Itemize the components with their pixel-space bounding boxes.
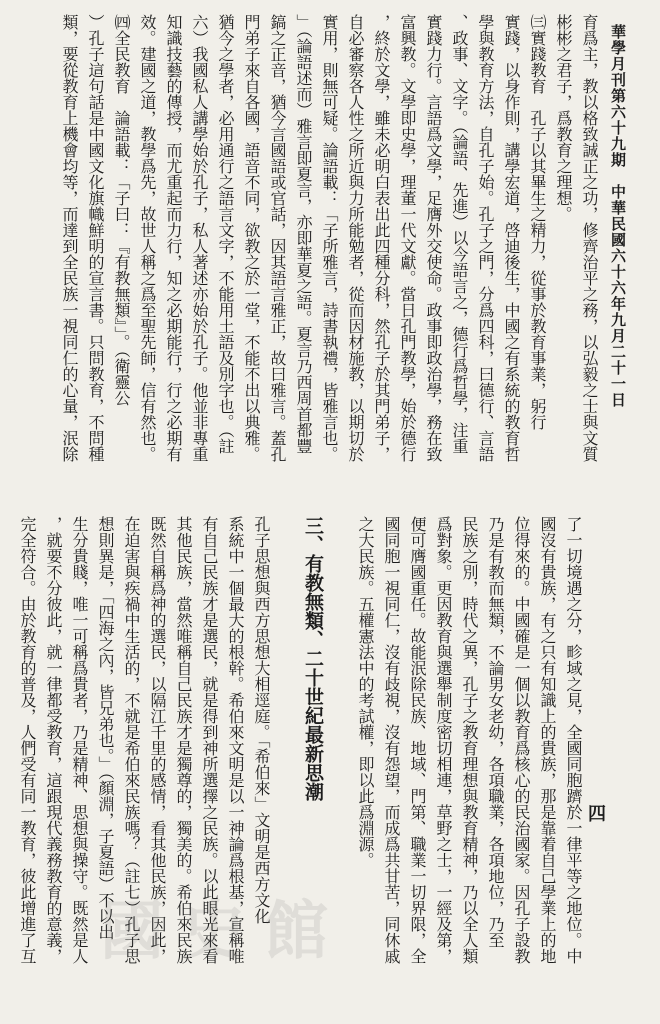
text-line: ）孔子這句話是中國文化旗幟鮮明的宣言書。只問教育，不問種 [86, 14, 105, 462]
text-line: ㈣全民教育 論語載：「子曰：『有教無類』」。（衛靈公 [112, 14, 131, 406]
text-line: 自必審察各人性之所近與力所能勉者，從而因材施教，以期切於 [346, 14, 365, 462]
text-line: 猶今之學者，必用通行之語言文字，不能用土語及別字也。（註 [216, 14, 235, 454]
text-line: ㈢實踐教育 孔子以其畢生之精力，從事於教育事業，躬行 [528, 14, 547, 430]
text-line: ，就要不分彼此，就一律都受教育，這跟現代義務教育的意義， [44, 516, 63, 964]
text-line: 實踐力行。言語爲文學，足膺外交使命。政事即政治學，務在致 [424, 14, 443, 462]
page-header [608, 24, 629, 544]
text-line: ，終於文學，雖未必明白表出此四種分科，然孔子於其門弟子， [372, 14, 391, 462]
text-line: 彬彬之君子，爲教育之理想。 [554, 14, 573, 222]
text-line: 鎬之正音，猶今言國語或官話，因其語言雅正，故曰雅言。蓋孔 [268, 14, 287, 462]
text-line: 富興教。文學即史學，理董一代文獻。當日孔門教學，始於德行 [398, 14, 417, 462]
text-line: 學與教育方法，自孔子始。孔子之門，分爲四科，曰德行、言語 [476, 14, 495, 462]
text-line: 既然自稱爲神的選民，以隔江千里的感情，看其他民族，因此， [148, 516, 167, 964]
text-line: 孔子思想與西方思想大相逕庭。「希伯來」文明是西方文化 [252, 516, 271, 924]
text-line: 位得來的。中國確是一個以教育爲核心的民治國家。因孔子設教 [512, 516, 531, 964]
upper-text-block [30, 14, 602, 512]
text-line: 之大民族。五權憲法中的考試權，即以此爲淵源。 [356, 516, 375, 868]
text-line: 便可膺國重任。故能泯除民族、地域、門第、職業一切界限，全 [408, 516, 427, 964]
text-line: 有自己民族才是選民，就是得到神所選擇之民族。以此眼光來看 [200, 516, 219, 964]
text-line: 國沒有貴族，有之只有知識上的貴族，那是靠着自己學業上的地 [538, 516, 557, 964]
text-line: 爲對象。更因教育與選舉制度密切相連，草野之士，一經及第， [434, 516, 453, 964]
text-line: 知識技藝的傳授，而尤重起而力行，知之必期能行，行之必期有 [164, 14, 183, 462]
text-line: 想則異是，「四海之內，皆兄弟也。」（顏淵，子夏語）不以出 [96, 516, 115, 940]
text-line: 」（論語述而）雅言即夏言，亦即華夏之語。夏言乃西周首都豐 [294, 14, 313, 454]
text-line: 其他民族，當然唯稱自己民族才是獨尊的，獨美的。希伯來民族 [174, 516, 193, 964]
text-line: 效。建國之道，教學爲先，故世人稱之爲至聖先師，信有然也。 [138, 14, 157, 462]
text-line: 乃是有教而無類，不論男女老幼，各項職業，各項地位，乃至 [486, 516, 505, 948]
text-line: 了一切境遇之分，畛域之見，全國同胞躋於一律平等之地位。中 [564, 516, 583, 964]
text-line: 實踐，以身作則，講學宏道，啓迪後生，中國之有系統的教育哲 [502, 14, 521, 462]
text-line: 系統中一個最大的根幹。希伯來文明是以一神論爲根基，宣稱唯 [226, 516, 245, 964]
text-line: 民族之別，時代之異，孔子之教育理想與教育精神，乃以全人類 [460, 516, 479, 964]
text-line: 國同胞一視同仁，沒有歧視，沒有怨望，而成爲共甘苦，同休戚 [382, 516, 401, 964]
text-line: 、政事、文字。（論語、先進）以今語言之，德行爲哲學，注重 [450, 14, 469, 454]
text-line: 實用，則無可疑。論語載：「子所雅言，詩書執禮，皆雅言也。 [320, 14, 339, 462]
text-line: 生分貴賤，唯一可稱爲貴者，乃是精神、思想與操守。既然是人 [70, 516, 89, 964]
publication-date: 中華民國六十六年九月二十一日 [609, 184, 627, 408]
text-line: 完全符合。由於教育的普及，人們受有同一教育，彼此增進了互 [18, 516, 37, 964]
text-line: 育爲主，教以格致誠正之功，修齊治平之務，以弘毅之士與文質 [580, 14, 599, 462]
text-line: 在迫害與疾禍中生活的，不就是希伯來民族嗎？（註七）孔子思 [122, 516, 141, 964]
text-line: 類，要從教育上機會均等，而達到全民族一視同仁的心量，泯除 [60, 14, 79, 462]
page-number: 四 [588, 804, 606, 825]
journal-title: 華學月刊第六十九期 [609, 24, 627, 168]
watermark: 國史館 [100, 894, 346, 969]
section-heading: 三、有教無類、二十世紀最新思潮 [302, 516, 324, 801]
text-line: 六）我國私人講學始於孔子，私人著述亦始於孔子。他並非專重 [190, 14, 209, 462]
text-line: 門弟子來自各國，語音不同，欲教之於一堂，不能不出以典雅。 [242, 14, 261, 462]
